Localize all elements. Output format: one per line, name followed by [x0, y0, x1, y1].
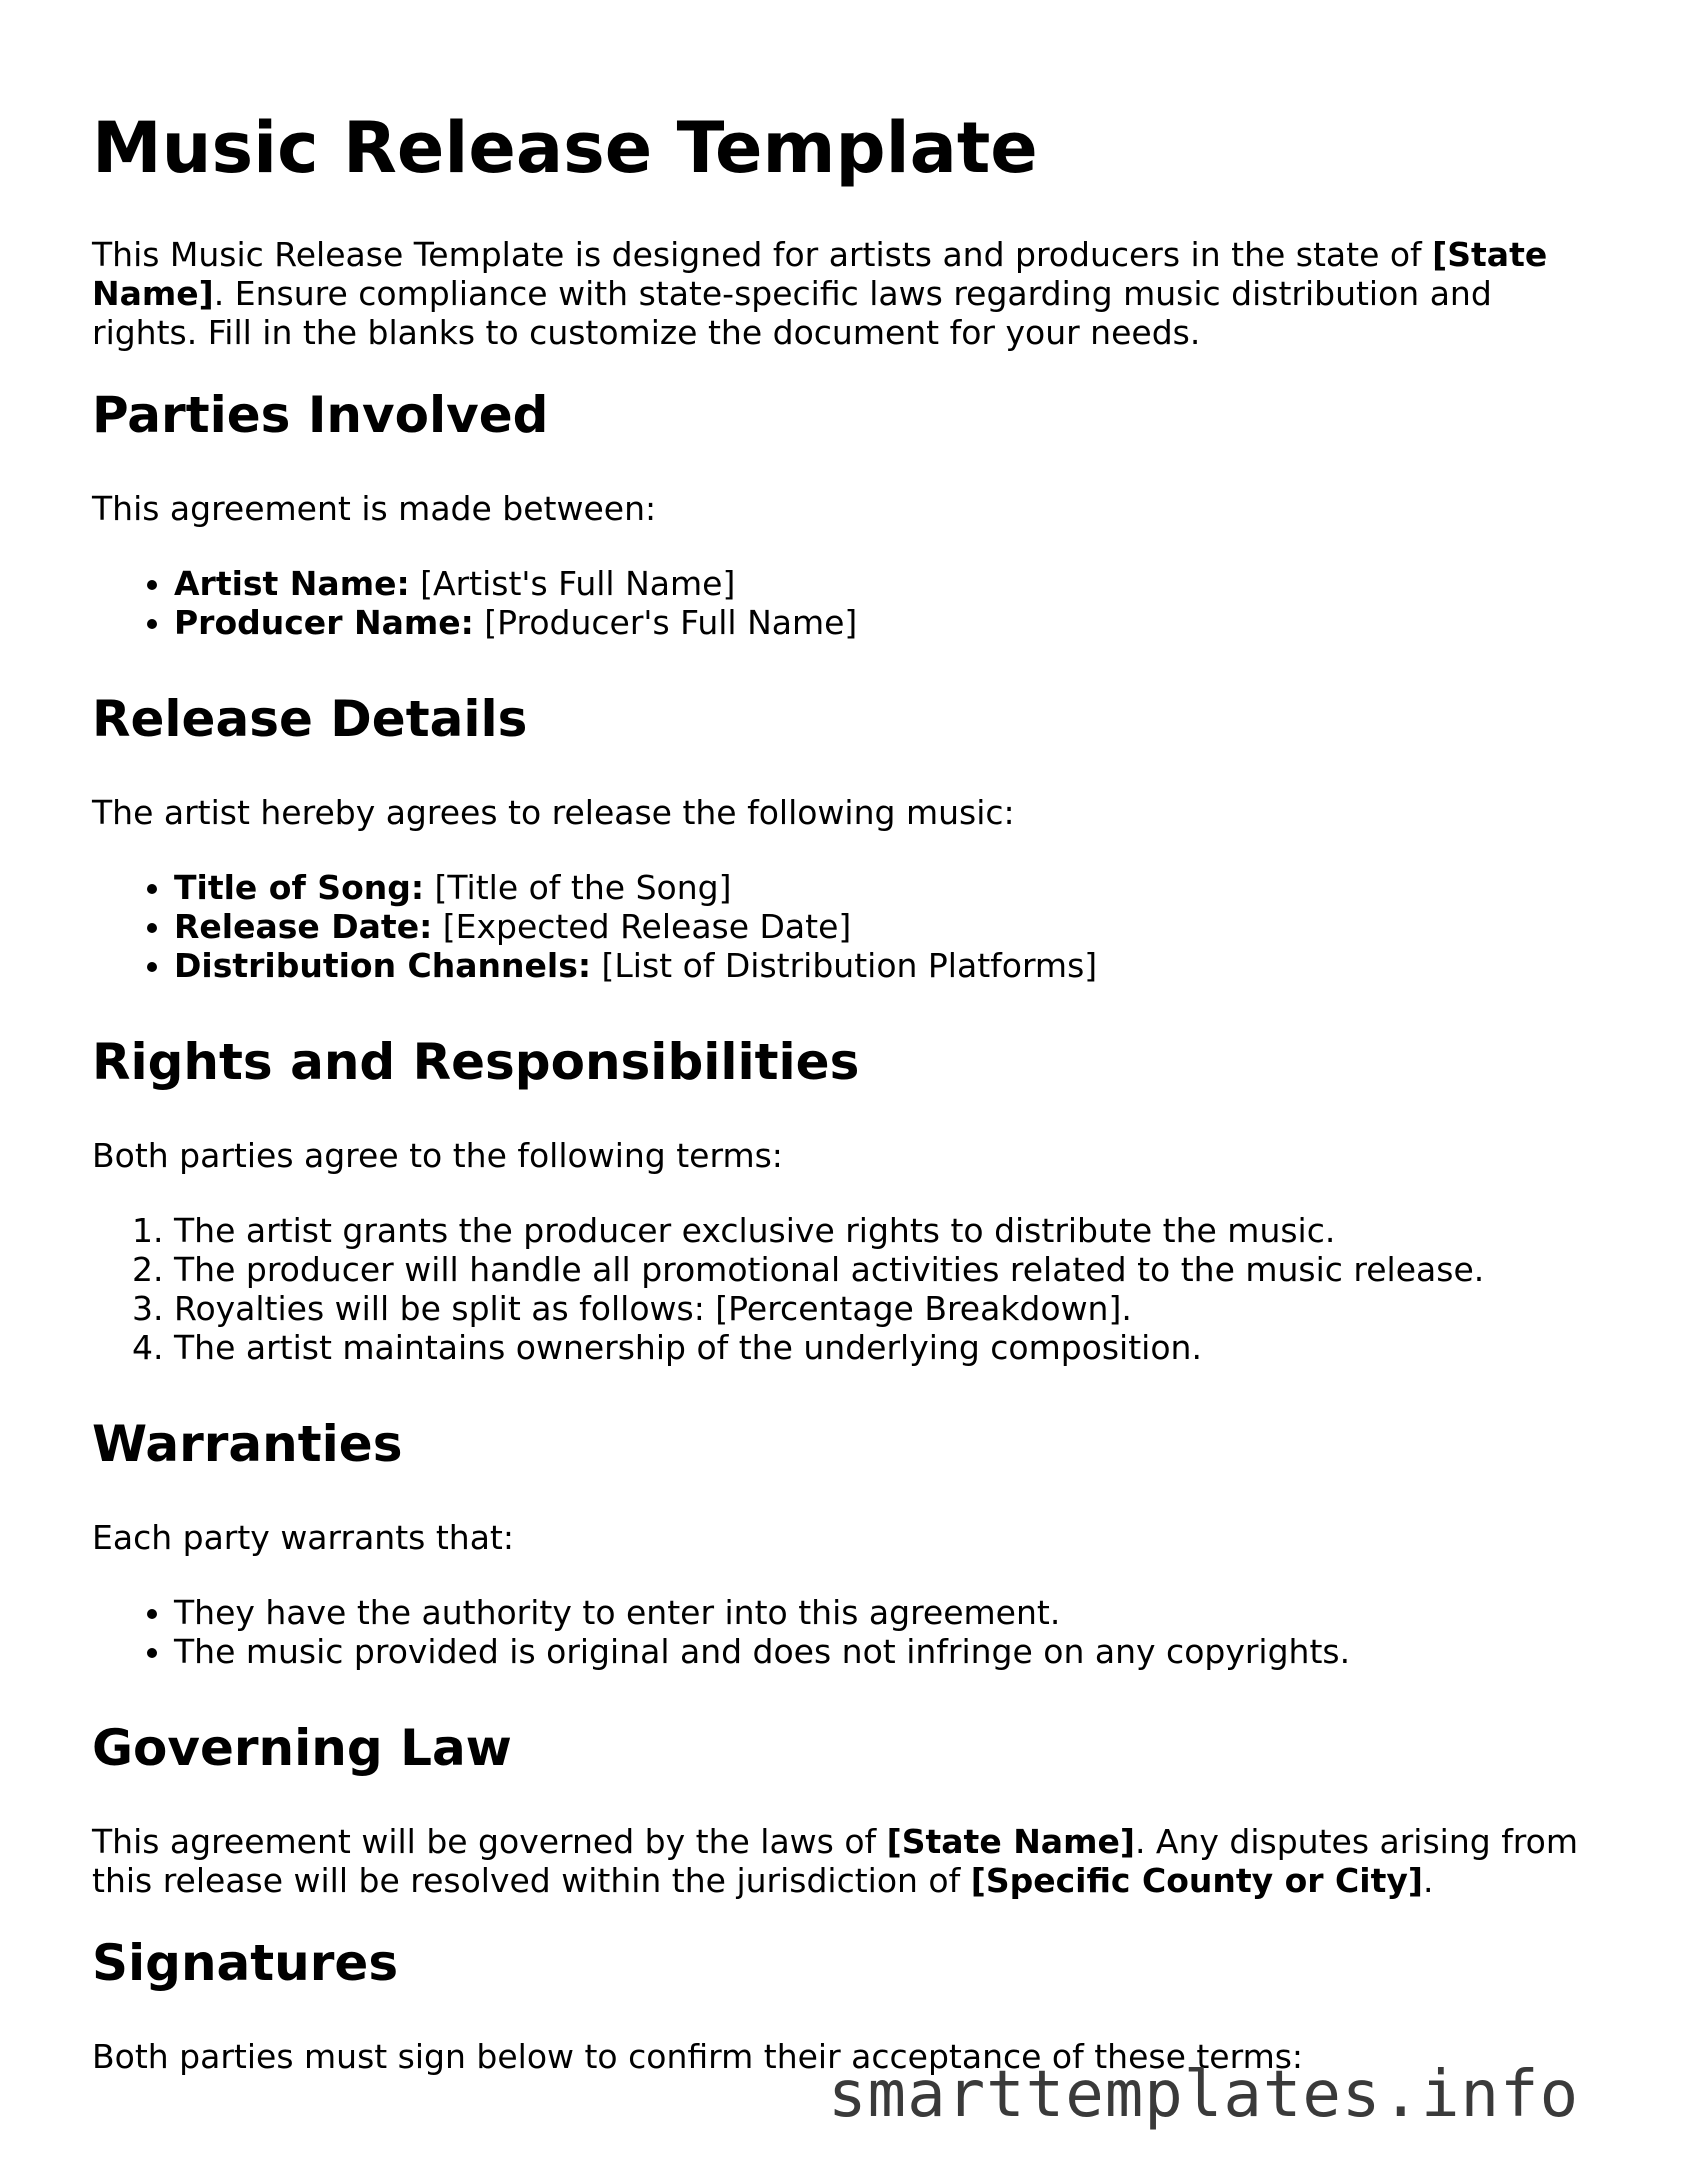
law-text-2: . Any disputes arising from this release will be resolved within the jurisdiction of — [92, 1822, 1578, 1900]
list-item: 3. Royalties will be split as follows: [Percentage Breakdown]. — [174, 1289, 1602, 1328]
law-county-placeholder: [Specific County or City] — [970, 1861, 1423, 1900]
item-value: [List of Distribution Platforms] — [591, 946, 1098, 985]
list-item — [174, 907, 1602, 946]
list-item: 2. The producer will handle all promotional activities related to the music release. — [174, 1250, 1602, 1289]
item-label: Artist Name: — [174, 564, 410, 603]
list-item — [174, 564, 1602, 603]
item-value: [Artist's Full Name] — [409, 564, 736, 603]
intro-paragraph — [92, 235, 1602, 352]
parties-intro: This agreement is made between: — [92, 489, 657, 528]
section-heading-governing-law: Governing Law — [92, 1719, 512, 1777]
intro-text-end: . Ensure compliance with state-specific laws regarding music distribution and rights. Fill in the blanks to customize the document for your needs. — [92, 274, 1492, 352]
item-value: [Expected Release Date] — [432, 907, 852, 946]
rights-list — [92, 1211, 1602, 1367]
warranties-intro: Each party warrants that: — [92, 1518, 514, 1557]
law-state-placeholder: [State Name] — [886, 1822, 1135, 1861]
intro-text-start: This Music Release Template is designed for artists and producers in the state of — [92, 235, 1433, 274]
section-heading-release: Release Details — [92, 690, 528, 748]
section-heading-rights: Rights and Responsibilities — [92, 1033, 860, 1091]
list-item — [174, 868, 1602, 907]
section-heading-signatures: Signatures — [92, 1934, 399, 1992]
warranties-list — [92, 1593, 1602, 1671]
item-value: [Producer's Full Name] — [473, 603, 858, 642]
document — [92, 107, 1602, 2112]
section-heading-warranties: Warranties — [92, 1415, 403, 1473]
release-list — [92, 868, 1602, 985]
item-value: [Title of the Song] — [424, 868, 732, 907]
governing-law-paragraph — [92, 1822, 1602, 1900]
list-item — [174, 946, 1602, 985]
signatures-intro: Both parties must sign below to confirm their acceptance of these terms: — [92, 2037, 1304, 2076]
item-label: Title of Song: — [174, 868, 425, 907]
list-item: • The music provided is original and does not infringe on any copyrights. — [174, 1632, 1602, 1671]
intro-state-placeholder: [State Name] — [92, 235, 1548, 313]
law-text-3: . — [1422, 1861, 1434, 1900]
section-heading-parties: Parties Involved — [92, 386, 549, 444]
law-text-1: This agreement will be governed by the laws of — [92, 1822, 887, 1861]
watermark: smarttemplates.info — [828, 2058, 1580, 2132]
parties-list — [92, 564, 1602, 642]
list-item: • They have the authority to enter into this agreement. — [174, 1593, 1602, 1632]
item-label: Distribution Channels: — [174, 946, 592, 985]
rights-intro: Both parties agree to the following terms: — [92, 1136, 783, 1175]
list-item: 4. The artist maintains ownership of the underlying composition. — [174, 1328, 1602, 1367]
item-label: Producer Name: — [174, 603, 474, 642]
release-intro: The artist hereby agrees to release the following music: — [92, 793, 1015, 832]
list-item: 1. The artist grants the producer exclusive rights to distribute the music. — [174, 1211, 1602, 1250]
list-item — [174, 603, 1602, 642]
page-title: Music Release Template — [92, 107, 1038, 189]
item-label: Release Date: — [174, 907, 433, 946]
